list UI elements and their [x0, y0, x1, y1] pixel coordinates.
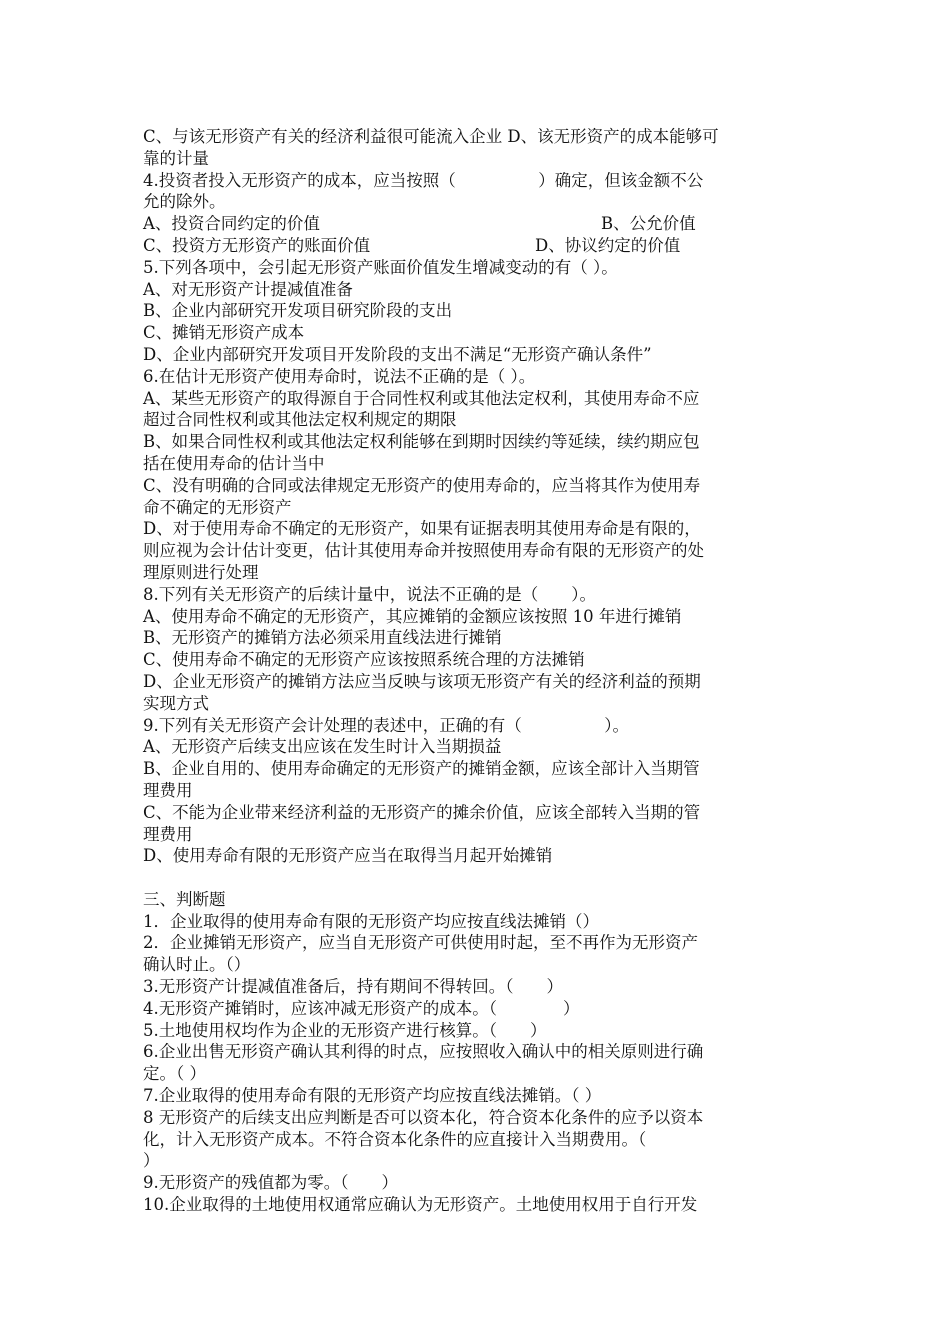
block-c [143, 889, 803, 1216]
q4-option-b: B、公允价值 [601, 214, 696, 234]
q4-options-row-1 [143, 213, 803, 235]
judgement-4: 4.无形资产摊销时，应该冲减无形资产的成本。（ ） [143, 998, 580, 1018]
question-5: 5.下列各项中，会引起无形资产账面价值发生增减变动的有（ ）。 [143, 257, 618, 277]
text-line: 理原则进行处理 [143, 562, 259, 582]
text-line: 允的除外。 [143, 192, 226, 212]
option-line: A、对无形资产计提减值准备 [143, 279, 353, 299]
text-line: 则应视为会计估计变更，估计其使用寿命并按照使用寿命有限的无形资产的处 [143, 541, 704, 561]
text-line: 定。（ ） [143, 1064, 206, 1084]
option-line: B、如果合同性权利或其他法定权利能够在到期时因续约等延续，续约期应包 [143, 432, 700, 452]
option-line: A、无形资产后续支出应该在发生时计入当期损益 [143, 737, 502, 757]
option-line: B、企业内部研究开发项目研究阶段的支出 [143, 301, 453, 321]
block-b [143, 257, 803, 867]
question-8: 8.下列有关无形资产的后续计量中，说法不正确的是（ ）。 [143, 584, 596, 604]
blank-line [143, 867, 803, 889]
option-line: D、企业内部研究开发项目开发阶段的支出不满足“无形资产确认条件” [143, 344, 652, 364]
q4-options-row-2 [143, 235, 803, 257]
judgement-10: 10.企业取得的土地使用权通常应确认为无形资产。土地使用权用于自行开发 [143, 1195, 698, 1215]
option-line: A、某些无形资产的取得源自于合同性权利或其他法定权利，其使用寿命不应 [143, 388, 700, 408]
text-line: 化，计入无形资产成本。不符合资本化条件的应直接计入当期费用。（ [143, 1129, 647, 1149]
section-heading: 三、判断题 [143, 889, 226, 909]
option-line: B、无形资产的摊销方法必须采用直线法进行摊销 [143, 628, 502, 648]
text-line: C、与该无形资产有关的经济利益很可能流入企业 D、该无形资产的成本能够可 [143, 127, 719, 146]
document-page [143, 126, 803, 1216]
judgement-5: 5.土地使用权均作为企业的无形资产进行核算。（ ） [143, 1020, 547, 1040]
judgement-1: 1．企业取得的使用寿命有限的无形资产均应按直线法摊销（） [143, 911, 599, 931]
option-line: B、企业自用的、使用寿命确定的无形资产的摊销金额，应该全部计入当期管 [143, 759, 700, 779]
judgement-8: 8 无形资产的后续支出应判断是否可以资本化，符合资本化条件的应予以资本 [143, 1107, 704, 1127]
text-line: 靠的计量 [143, 148, 209, 168]
judgement-3: 3.无形资产计提减值准备后，持有期间不得转回。（ ） [143, 977, 563, 997]
judgement-2: 2．企业摊销无形资产，应当自无形资产可供使用时起，至不再作为无形资产 [143, 933, 698, 953]
option-line: C、摊销无形资产成本 [143, 323, 305, 343]
q4-option-a: A、投资合同约定的价值 [143, 214, 320, 234]
text-line: 括在使用寿命的估计当中 [143, 453, 325, 473]
judgement-7: 7.企业取得的使用寿命有限的无形资产均应按直线法摊销。（ ） [143, 1086, 602, 1106]
judgement-6: 6.企业出售无形资产确认其利得的时点，应按照收入确认中的相关原则进行确 [143, 1042, 704, 1062]
q4-option-c: C、投资方无形资产的账面价值 [143, 235, 371, 255]
question-9: 9.下列有关无形资产会计处理的表述中，正确的有（ ）。 [143, 715, 629, 735]
option-line: D、对于使用寿命不确定的无形资产，如果有证据表明其使用寿命是有限的， [143, 519, 701, 539]
judgement-9: 9.无形资产的残值都为零。（ ） [143, 1173, 398, 1193]
text-line: ） [143, 1151, 160, 1171]
text-line: 超过合同性权利或其他法定权利规定的期限 [143, 410, 457, 430]
block-a [143, 126, 803, 213]
option-line: D、使用寿命有限的无形资产应当在取得当月起开始摊销 [143, 846, 553, 866]
text-line: 确认时止。（） [143, 955, 251, 975]
option-line: A、使用寿命不确定的无形资产，其应摊销的金额应该按照 10 年进行摊销 [143, 606, 682, 626]
option-line: C、使用寿命不确定的无形资产应该按照系统合理的方法摊销 [143, 650, 585, 670]
text-line: 理费用 [143, 780, 193, 800]
option-line: D、企业无形资产的摊销方法应当反映与该项无形资产有关的经济利益的预期 [143, 671, 701, 691]
text-line: 命不确定的无形资产 [143, 497, 292, 517]
option-line: C、没有明确的合同或法律规定无形资产的使用寿命的，应当将其作为使用寿 [143, 475, 701, 495]
text-line: 理费用 [143, 824, 193, 844]
text-line: 实现方式 [143, 693, 209, 713]
option-line: C、不能为企业带来经济利益的无形资产的摊余价值，应该全部转入当期的管 [143, 802, 701, 822]
question-4: 4.投资者投入无形资产的成本，应当按照（ ）确定，但该金额不公 [143, 170, 704, 190]
question-6: 6.在估计无形资产使用寿命时，说法不正确的是（ ）。 [143, 366, 536, 386]
q4-option-d: D、协议约定的价值 [535, 235, 681, 255]
